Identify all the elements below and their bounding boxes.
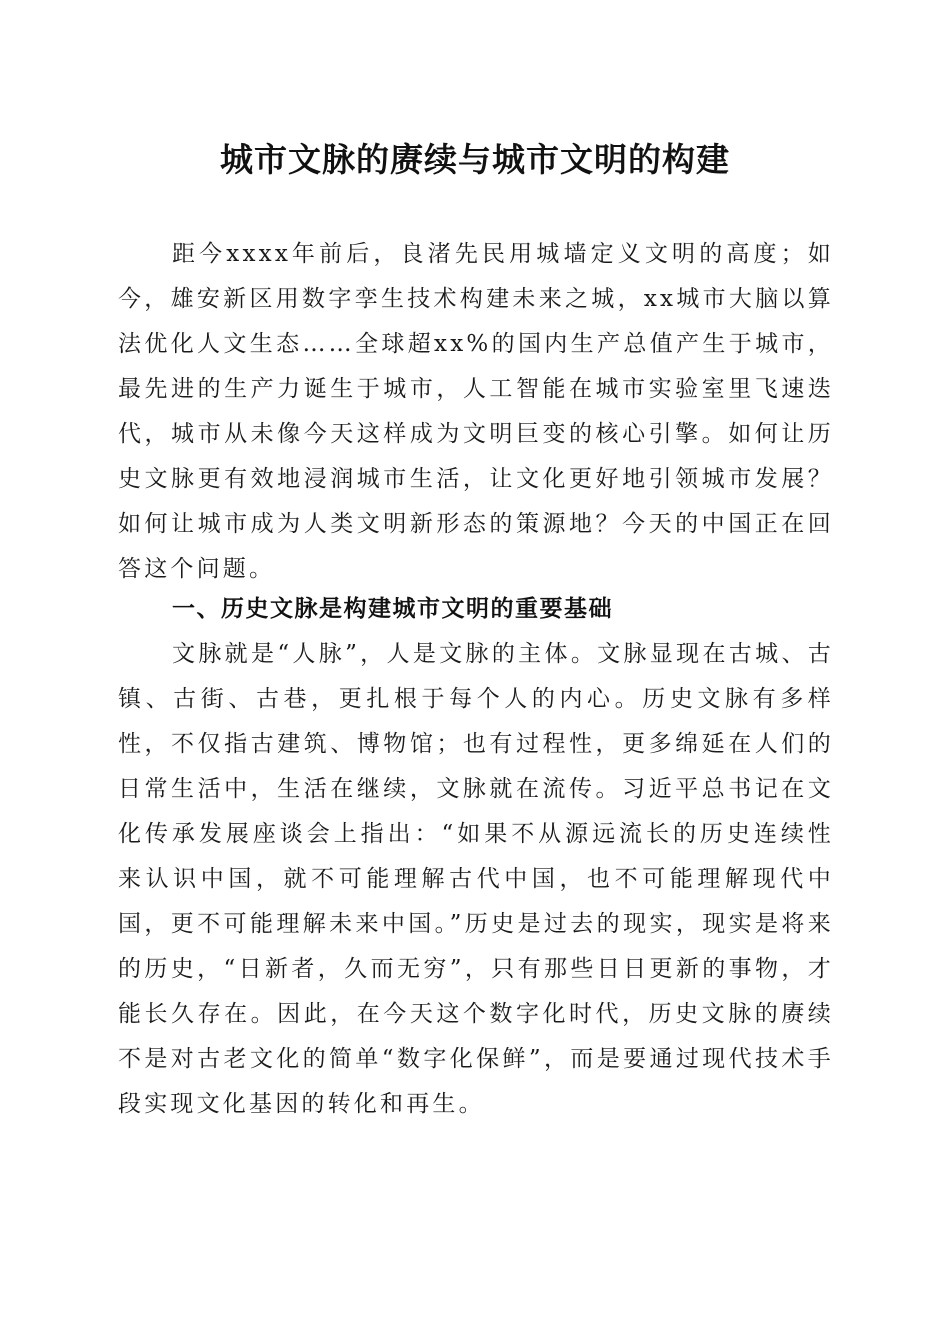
section-heading-1: 一、历史文脉是构建城市文明的重要基础 — [172, 596, 613, 622]
intro-paragraph: 距今xxxx年前后，良渚先民用城墙定义文明的高度；如今，雄安新区用数字孪生技术构建未来之城，xx城市大脑以算法优化人文生态……全球超xx%的国内生产总值产生于城市，最先进的生产力诞生于城市，人工智能在城市实验室里飞速迭代，城市从未像今天这样成为文明巨变的核心引擎。如何让历史文脉更有效地浸润城市生活，让文化更好地引领城市发展？如何让城市成为人类文明新形态的策源地？今天的中国正在回答这个问题。 — [118, 241, 834, 582]
section-1-paragraph: 文脉就是“人脉”，人是文脉的主体。文脉显现在古城、古镇、古街、古巷，更扎根于每个人的内心。历史文脉有多样性，不仅指古建筑、博物馆；也有过程性，更多绵延在人们的日常生活中，生活在继续，文脉就在流传。习近平总书记在文化传承发展座谈会上指出：“如果不从源远流长的历史连续性来认识中国，就不可能理解古代中国，也不可能理解现代中国，更不可能理解未来中国。”历史是过去的现实，现实是将来的历史，“日新者，久而无穷”，只有那些日日更新的事物，才能长久存在。因此，在今天这个数字化时代，历史文脉的赓续不是对古老文化的简单“数字化保鲜”，而是要通过现代技术手段实现文化基因的转化和再生。 — [118, 641, 834, 1117]
document-title: 城市文脉的赓续与城市文明的构建 — [220, 140, 730, 179]
